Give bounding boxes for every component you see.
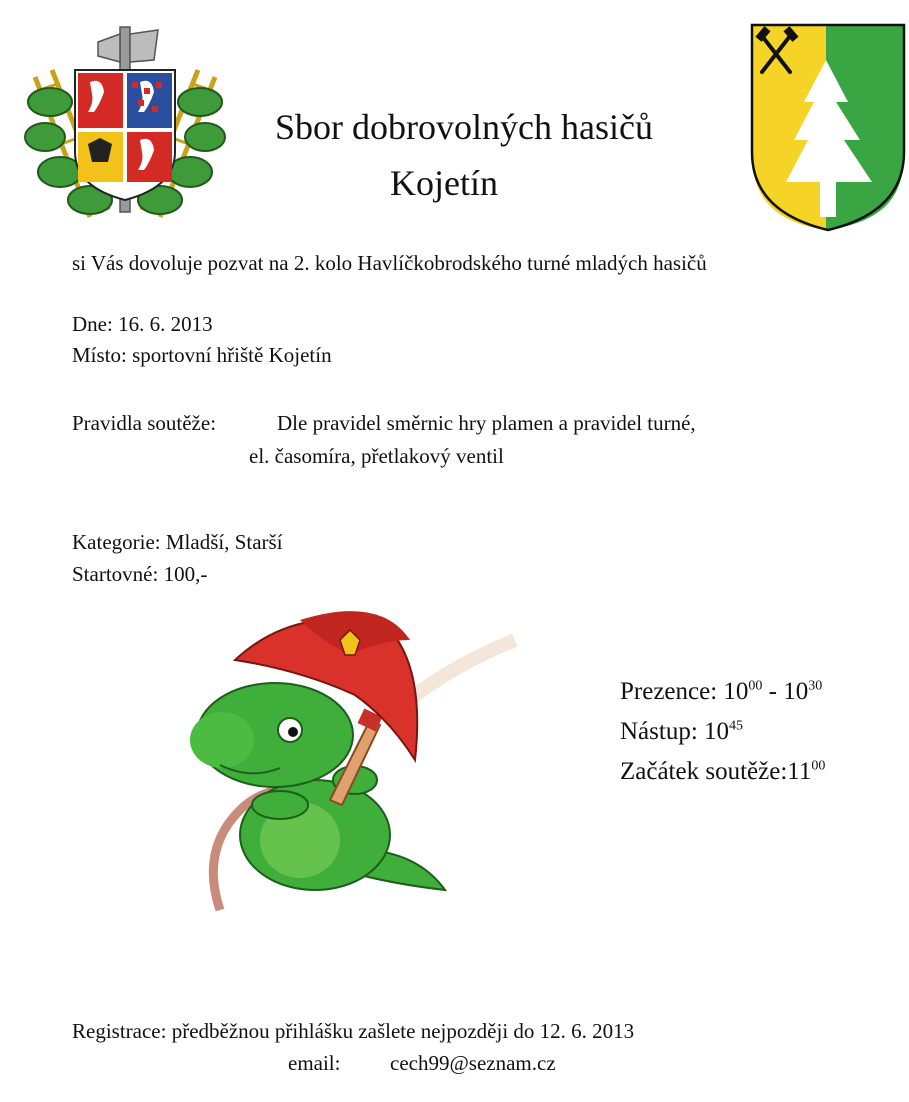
schedule-start bbox=[620, 757, 825, 787]
entry-fee: Startovné: 100,- bbox=[72, 562, 208, 586]
rules-label: Pravidla soutěže: bbox=[72, 411, 217, 435]
start-hour: 11 bbox=[787, 758, 812, 785]
page-subtitle: Kojetín bbox=[390, 163, 498, 203]
presence-end-hour: 10 bbox=[783, 678, 809, 705]
presence-end-minute: 30 bbox=[808, 678, 823, 694]
event-category: Kategorie: Mladší, Starší bbox=[72, 530, 283, 554]
event-place: Místo: sportovní hřiště Kojetín bbox=[72, 343, 332, 367]
rules-line-2: el. časomíra, přetlakový ventil bbox=[249, 444, 504, 468]
firefighter-emblem bbox=[20, 22, 230, 218]
invitation-text: si Vás dovoluje pozvat na 2. kolo Havlíčkobrodského turné mladých hasičů bbox=[72, 251, 707, 275]
email-label: email: bbox=[288, 1051, 341, 1075]
event-date: Dne: 16. 6. 2013 bbox=[72, 312, 213, 336]
rules-line-1: Dle pravidel směrnic hry plamen a pravidel turné, bbox=[277, 411, 696, 435]
presence-start-hour: 10 bbox=[723, 678, 749, 705]
presence-separator: - bbox=[762, 678, 784, 705]
lineup-label: Nástup: bbox=[620, 718, 705, 745]
email-address[interactable]: cech99@seznam.cz bbox=[390, 1051, 556, 1075]
start-label: Začátek soutěže: bbox=[620, 758, 788, 785]
dragon-mascot bbox=[180, 600, 520, 915]
coat-of-arms bbox=[748, 22, 908, 234]
presence-start-minute: 00 bbox=[748, 678, 763, 694]
page-title: Sbor dobrovolných hasičů bbox=[275, 107, 653, 147]
schedule-lineup bbox=[620, 717, 743, 747]
registration-text: Registrace: předběžnou přihlášku zašlete nejpozději do 12. 6. 2013 bbox=[72, 1019, 635, 1043]
lineup-hour: 10 bbox=[704, 718, 730, 745]
presence-label: Prezence: bbox=[620, 678, 724, 705]
start-minute: 00 bbox=[811, 758, 826, 774]
schedule-presence bbox=[620, 677, 822, 707]
lineup-minute: 45 bbox=[729, 718, 744, 734]
